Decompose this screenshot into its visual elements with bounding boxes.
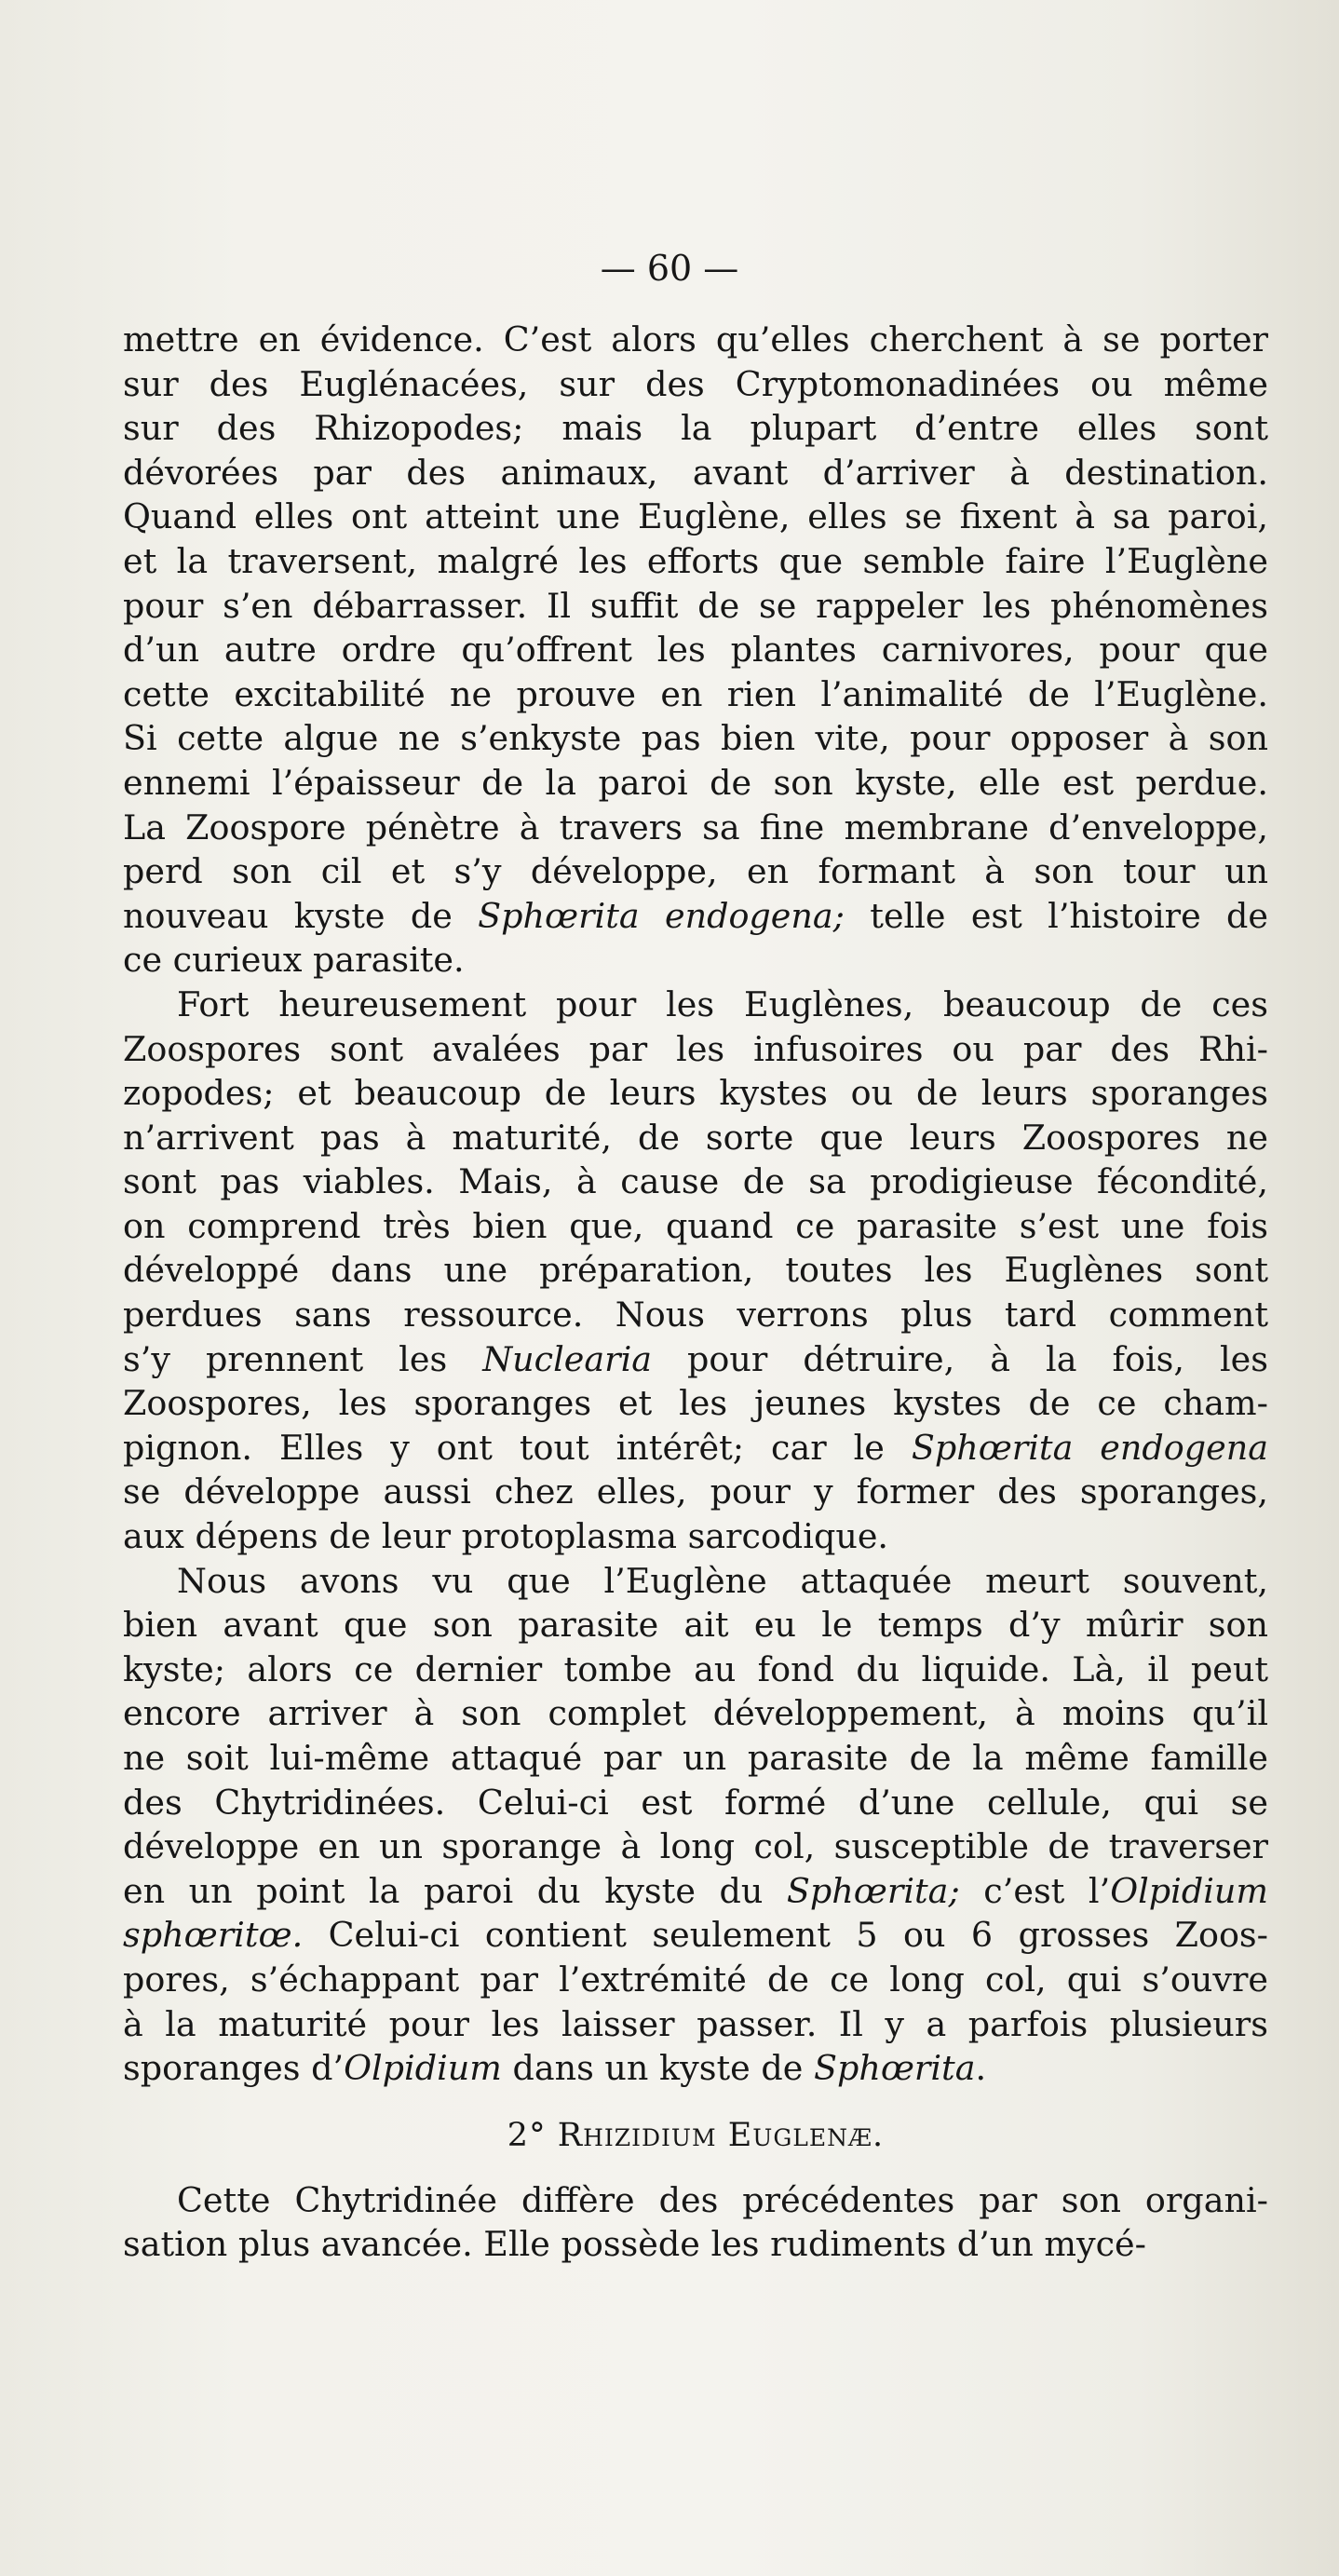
section-heading [123, 2113, 1268, 2158]
text-line: ne soit lui-même attaqué par un parasite de la même famille [123, 1738, 1268, 1778]
italic-term: Sphœrita endogena; [478, 895, 845, 936]
text-line: sur des Rhizopodes; mais la plupart d’entre elles sont [123, 408, 1268, 449]
paragraph [123, 983, 1268, 1559]
italic-term: Olpidium [344, 2048, 502, 2089]
paragraph [123, 318, 1268, 983]
text-line: ce curieux parasite. [123, 940, 465, 981]
body-text [123, 318, 1268, 2267]
text-line: s’y prennent les Nuclearia pour détruire, à la fois, les [123, 1338, 1268, 1379]
text-line: développé dans une préparation, toutes les Euglènes sont [123, 1250, 1268, 1291]
text-line: Cette Chytridinée diffère des précédentes par son organi- [177, 2179, 1268, 2220]
text-line: Zoospores sont avalées par les infusoires ou par des Rhi- [123, 1028, 1268, 1069]
text-line: bien avant que son parasite ait eu le temps d’y mûrir son [123, 1605, 1268, 1646]
text-line: nouveau kyste de Sphœrita endogena; telle est l’histoire de [123, 895, 1268, 936]
text-line: La Zoospore pénètre à travers sa fine membrane d’enveloppe, [123, 807, 1268, 847]
italic-term: Sphœrita; [786, 1870, 960, 1911]
text-line: n’arrivent pas à maturité, de sorte que leurs Zoospores ne [123, 1117, 1268, 1158]
page-number: — 60 — [600, 248, 739, 289]
text-line: d’un autre ordre qu’offrent les plantes carnivores, pour que [123, 630, 1268, 671]
section-title: Rhizidium Euglenæ. [557, 2116, 885, 2154]
text-line: sur des Euglénacées, sur des Cryptomonadinées ou même [123, 363, 1268, 404]
text-line: Zoospores, les sporanges et les jeunes kystes de ce cham- [123, 1383, 1268, 1424]
text-line: perdues sans ressource. Nous verrons plus tard comment [123, 1295, 1268, 1335]
text-line: à la maturité pour les laisser passer. Il y a parfois plusieurs [123, 2003, 1268, 2044]
text-line: Si cette algue ne s’enkyste pas bien vite, pour opposer à son [123, 718, 1268, 759]
text-line: en un point la paroi du kyste du Sphœrita; c’est l’Olpidium [123, 1870, 1268, 1911]
text-line: zopodes; et beaucoup de leurs kystes ou de leurs sporanges [123, 1073, 1268, 1114]
paragraphs-after-section [123, 2178, 1268, 2267]
text-line: kyste; alors ce dernier tombe au fond du liquide. Là, il peut [123, 1648, 1268, 1689]
italic-term: Nuclearia [482, 1338, 653, 1379]
text-line: sont pas viables. Mais, à cause de sa prodigieuse fécondité, [123, 1161, 1268, 1202]
paragraph [123, 2178, 1268, 2267]
text-line: se développe aussi chez elles, pour y former des sporanges, [123, 1471, 1268, 1512]
text-line: pores, s’échappant par l’extrémité de ce long col, qui s’ouvre [123, 1959, 1268, 2000]
text-line: pignon. Elles y ont tout intérêt; car le Sphœrita endogena [123, 1427, 1268, 1468]
text-line: des Chytridinées. Celui-ci est formé d’une cellule, qui se [123, 1782, 1268, 1823]
text-line: mettre en évidence. C’est alors qu’elles cherchent à se porter [123, 319, 1268, 359]
text-line: développe en un sporange à long col, susceptible de traverser [123, 1826, 1268, 1867]
text-line: ennemi l’épaisseur de la paroi de son kyste, elle est perdue. [123, 762, 1268, 803]
text-line: dévorées par des animaux, avant d’arriver à destination. [123, 452, 1268, 493]
text-line: sporanges d’Olpidium dans un kyste de Sphœrita. [123, 2048, 987, 2089]
text-line: cette excitabilité ne prouve en rien l’animalité de l’Euglène. [123, 673, 1268, 714]
text-line: encore arriver à son complet développement, à moins qu’il [123, 1693, 1268, 1734]
text-line: perd son cil et s’y développe, en formant à son tour un [123, 851, 1268, 892]
text-line: Quand elles ont atteint une Euglène, elles se fixent à sa paroi, [123, 496, 1268, 537]
text-line: aux dépens de leur protoplasma sarcodique. [123, 1516, 889, 1557]
italic-term: Olpidium [1110, 1870, 1268, 1911]
paragraph [123, 1559, 1268, 2091]
text-line: sation plus avancée. Elle possède les rudiments d’un mycé- [123, 2224, 1146, 2265]
italic-term: sphœritœ. [123, 1915, 304, 1956]
text-line: pour s’en débarrasser. Il suffit de se rappeler les phénomènes [123, 585, 1268, 626]
italic-term: Sphœrita endogena [911, 1427, 1268, 1468]
text-line: on comprend très bien que, quand ce parasite s’est une fois [123, 1205, 1268, 1246]
text-line: Nous avons vu que l’Euglène attaquée meurt souvent, [177, 1560, 1268, 1601]
text-line: Fort heureusement pour les Euglènes, beaucoup de ces [177, 983, 1268, 1024]
italic-term: Sphœrita [813, 2048, 976, 2089]
section-number: 2° [507, 2116, 547, 2154]
text-line: sphœritœ. Celui-ci contient seulement 5 ou 6 grosses Zoos- [123, 1915, 1268, 1956]
paragraphs-before-section [123, 318, 1268, 2091]
text-line: et la traversent, malgré les efforts que semble faire l’Euglène [123, 540, 1268, 581]
